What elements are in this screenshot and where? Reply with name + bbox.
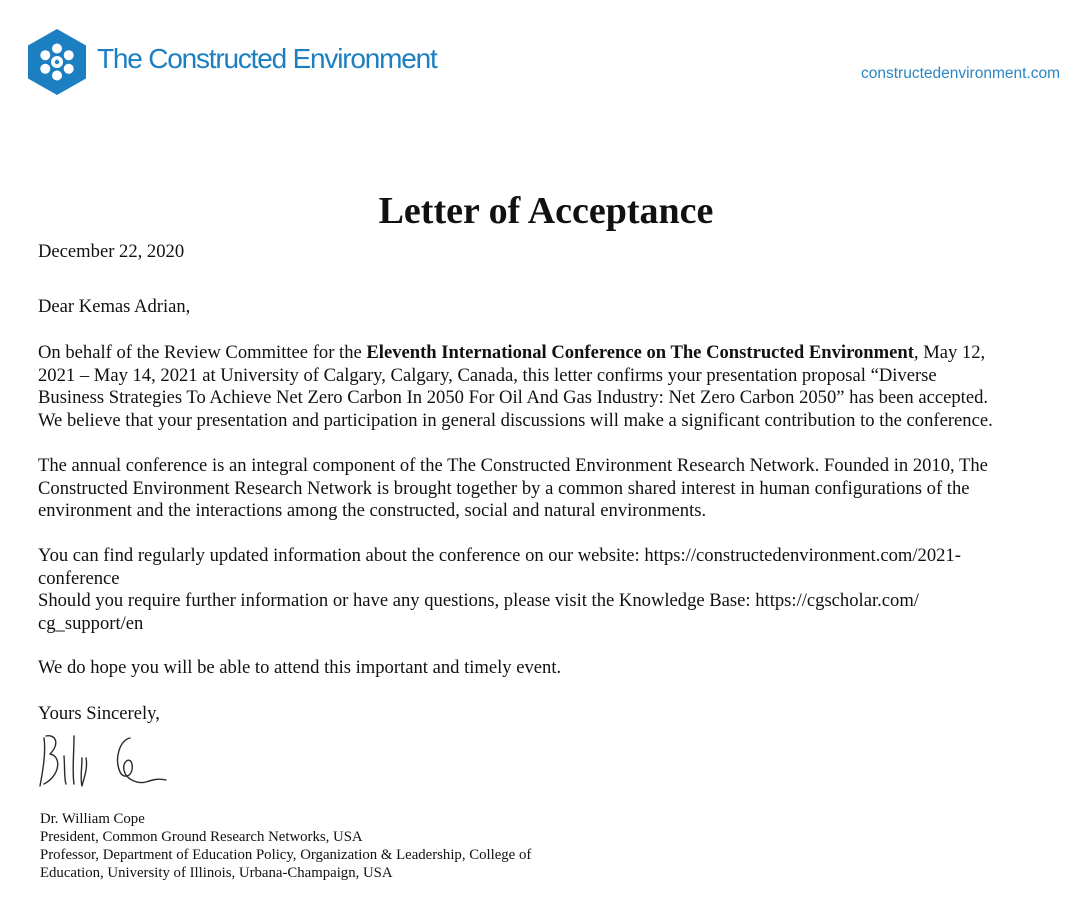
paragraph-line bbox=[38, 342, 1078, 365]
paragraph-line: You can find regularly updated information about the conference on our website: https://constructedenvironment.com/2021- bbox=[38, 545, 961, 566]
signature bbox=[34, 728, 174, 798]
paragraph-network bbox=[38, 455, 1078, 523]
letterhead bbox=[0, 0, 1080, 110]
letter-date: December 22, 2020 bbox=[38, 241, 185, 262]
paragraph-line: 2021 – May 14, 2021 at University of Calgary, Calgary, Canada, this letter confirms your presentation proposal “Diverse bbox=[38, 364, 937, 386]
hexagon-logo-icon bbox=[26, 28, 88, 96]
paragraph-line: Business Strategies To Achieve Net Zero Carbon In 2050 For Oil And Gas Industry: Net Zero Carbon 2050” has been accepted. bbox=[38, 387, 989, 408]
paragraph-text: , May 12, bbox=[913, 342, 986, 363]
signer-name: Dr. William Cope bbox=[40, 811, 145, 827]
signer-title: Professor, Department of Education Policy, Organization & Leadership, College of bbox=[40, 847, 532, 863]
paragraph-closing-remark: We do hope you will be able to attend this important and timely event. bbox=[38, 657, 562, 678]
closing: Yours Sincerely, bbox=[38, 703, 160, 724]
paragraph-line: We believe that your presentation and participation in general discussions will make a significant contribution to the conference. bbox=[38, 409, 993, 431]
paragraph-line: The annual conference is an integral component of the The Constructed Environment Research Network. Founded in 2010, The bbox=[38, 455, 988, 476]
paragraph-line: Constructed Environment Research Network is brought together by a common shared interest in human configurations of the bbox=[38, 477, 970, 499]
paragraph-line: conference bbox=[38, 567, 120, 589]
salutation: Dear Kemas Adrian, bbox=[38, 296, 191, 317]
website-link[interactable]: constructedenvironment.com bbox=[860, 65, 1060, 82]
paragraph-links bbox=[38, 545, 1078, 635]
paragraph-acceptance bbox=[38, 342, 1078, 432]
signer-block bbox=[40, 810, 660, 882]
paragraph-line: environment and the interactions among the constructed, social and natural environments. bbox=[38, 500, 707, 521]
signer-title: Education, University of Illinois, Urbana-Champaign, USA bbox=[40, 865, 393, 881]
paragraph-text: On behalf of the Review Committee for the bbox=[38, 342, 367, 363]
conference-name: Eleventh International Conference on The Constructed Environment bbox=[366, 342, 914, 363]
signer-title: President, Common Ground Research Networks, USA bbox=[40, 829, 363, 845]
paragraph-line: cg_support/en bbox=[38, 612, 144, 634]
brand-name: The Constructed Environment bbox=[97, 43, 437, 74]
paragraph-line: Should you require further information or have any questions, please visit the Knowledge Base: https://cgscholar.com/ bbox=[38, 590, 919, 611]
page-title: Letter of Acceptance bbox=[378, 190, 714, 232]
